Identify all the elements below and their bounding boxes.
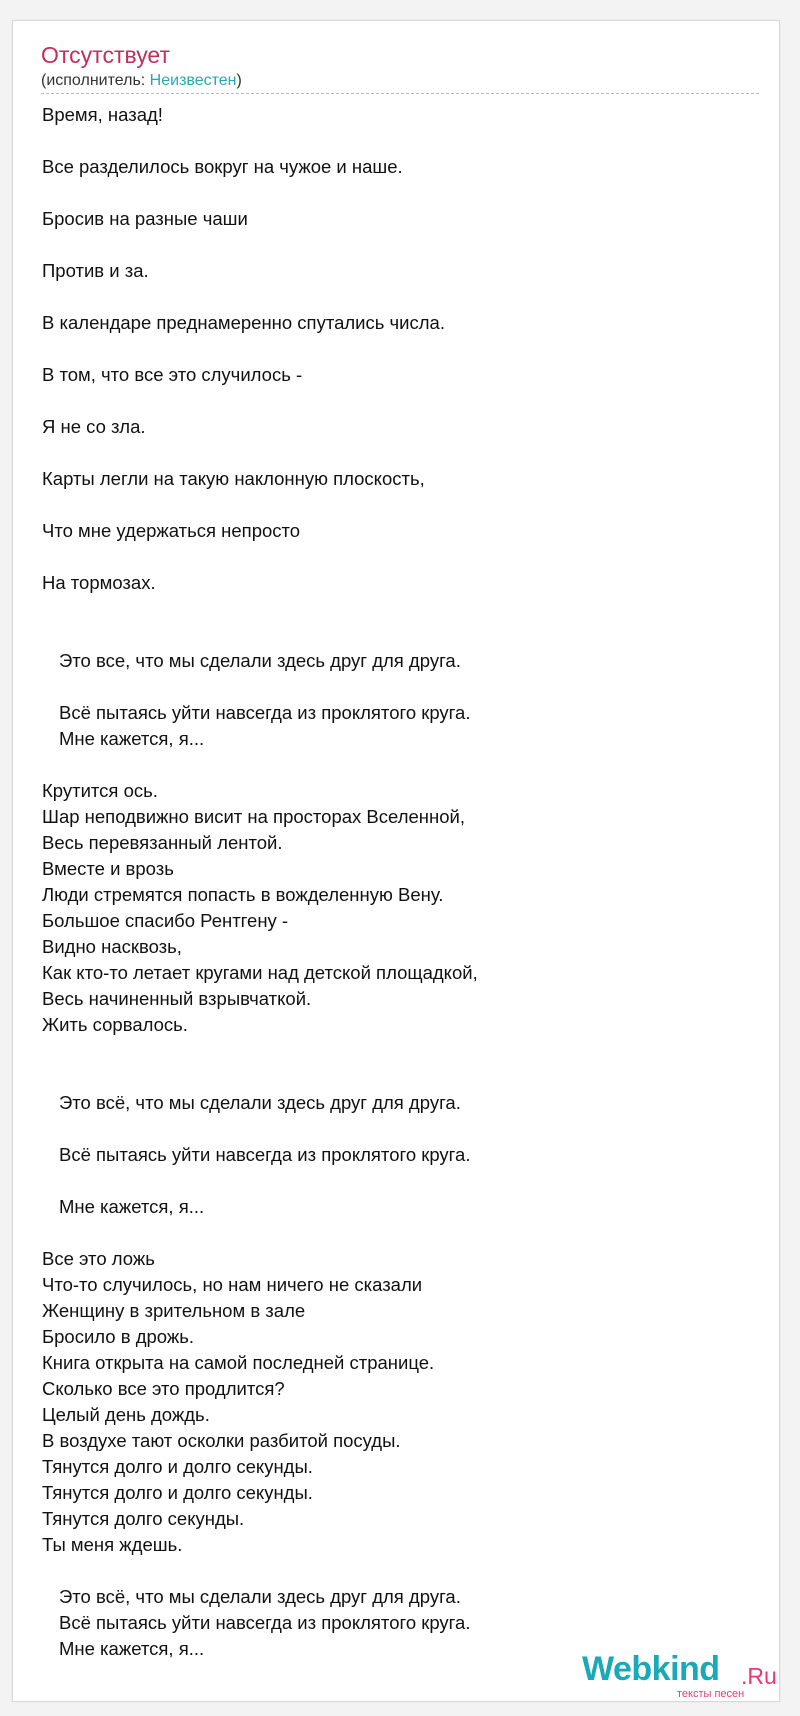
logo-tld-text: .Ru [741,1663,777,1689]
lyric-line: Шар неподвижно висит на просторах Вселенной, [42,806,465,827]
lyric-line: Большое спасибо Рентгену - [42,910,289,931]
lyric-line: Я не со зла. [42,416,146,437]
lyric-line: Бросив на разные чаши [42,208,248,229]
lyric-line: Целый день дождь. [42,1404,210,1425]
lyric-line: Люди стремятся попасть в вожделенную Вену. [42,884,444,905]
logo-main-text: Webkind [582,1650,720,1688]
song-title: Отсутствует [41,42,170,68]
lyric-line: Всё пытаясь уйти навсегда из проклятого круга. [59,1612,471,1633]
lyric-line: Ты меня ждешь. [42,1534,183,1555]
lyric-line: Всё пытаясь уйти навсегда из проклятого круга. [59,702,471,723]
lyric-line: Весь начиненный взрывчаткой. [42,988,312,1009]
artist-prefix: (исполнитель: [41,72,150,89]
lyric-line: Женщину в зрительном в зале [42,1300,306,1321]
webkind-logo[interactable] [580,1650,780,1700]
lyric-line: В воздухе тают осколки разбитой посуды. [42,1430,401,1451]
lyric-line: Видно насквозь, [42,936,182,957]
lyric-line: Это все, что мы сделали здесь друг для друга. [59,650,461,671]
lyric-line: На тормозах. [42,572,156,593]
lyric-line: Жить сорвалось. [42,1014,188,1035]
lyric-line: Весь перевязанный лентой. [42,832,283,853]
lyric-line: Что-то случилось, но нам ничего не сказали [42,1274,423,1295]
artist-suffix: ) [236,72,242,89]
lyric-line: Сколько все это продлится? [42,1378,285,1399]
lyric-line: Все разделилось вокруг на чужое и наше. [42,156,403,177]
lyric-line: В том, что все это случилось - [42,364,303,385]
logo-tagline: тексты песен [677,1688,745,1700]
lyric-line: Всё пытаясь уйти навсегда из проклятого круга. [59,1144,471,1165]
lyric-line: Это всё, что мы сделали здесь друг для друга. [59,1092,461,1113]
lyric-line: Это всё, что мы сделали здесь друг для друга. [59,1586,461,1607]
lyric-line: Вместе и врозь [42,858,174,879]
header-divider [41,93,759,94]
lyric-line: Карты легли на такую наклонную плоскость, [42,468,425,489]
lyric-line: В календаре преднамеренно спутались числа. [42,312,445,333]
lyric-line: Мне кажется, я... [59,1638,205,1659]
lyric-line: Мне кажется, я... [59,1196,205,1217]
lyric-line: Против и за. [42,260,149,281]
lyric-line: Бросило в дрожь. [42,1326,195,1347]
lyric-line: Мне кажется, я... [59,728,205,749]
lyric-line: Что мне удержаться непросто [42,520,301,541]
artist-link[interactable]: Неизвестен [149,72,237,89]
lyric-line: Крутится ось. [42,780,158,801]
lyric-line: Тянутся долго и долго секунды. [42,1456,313,1477]
lyric-line: Все это ложь [42,1248,155,1269]
lyric-line: Время, назад! [42,104,163,125]
lyric-line: Тянутся долго и долго секунды. [42,1482,313,1503]
lyric-line: Тянутся долго секунды. [42,1508,245,1529]
artist-line [41,72,242,90]
lyric-line: Книга открыта на самой последней странице. [42,1352,435,1373]
lyric-line: Как кто-то летает кругами над детской площадкой, [42,962,478,983]
